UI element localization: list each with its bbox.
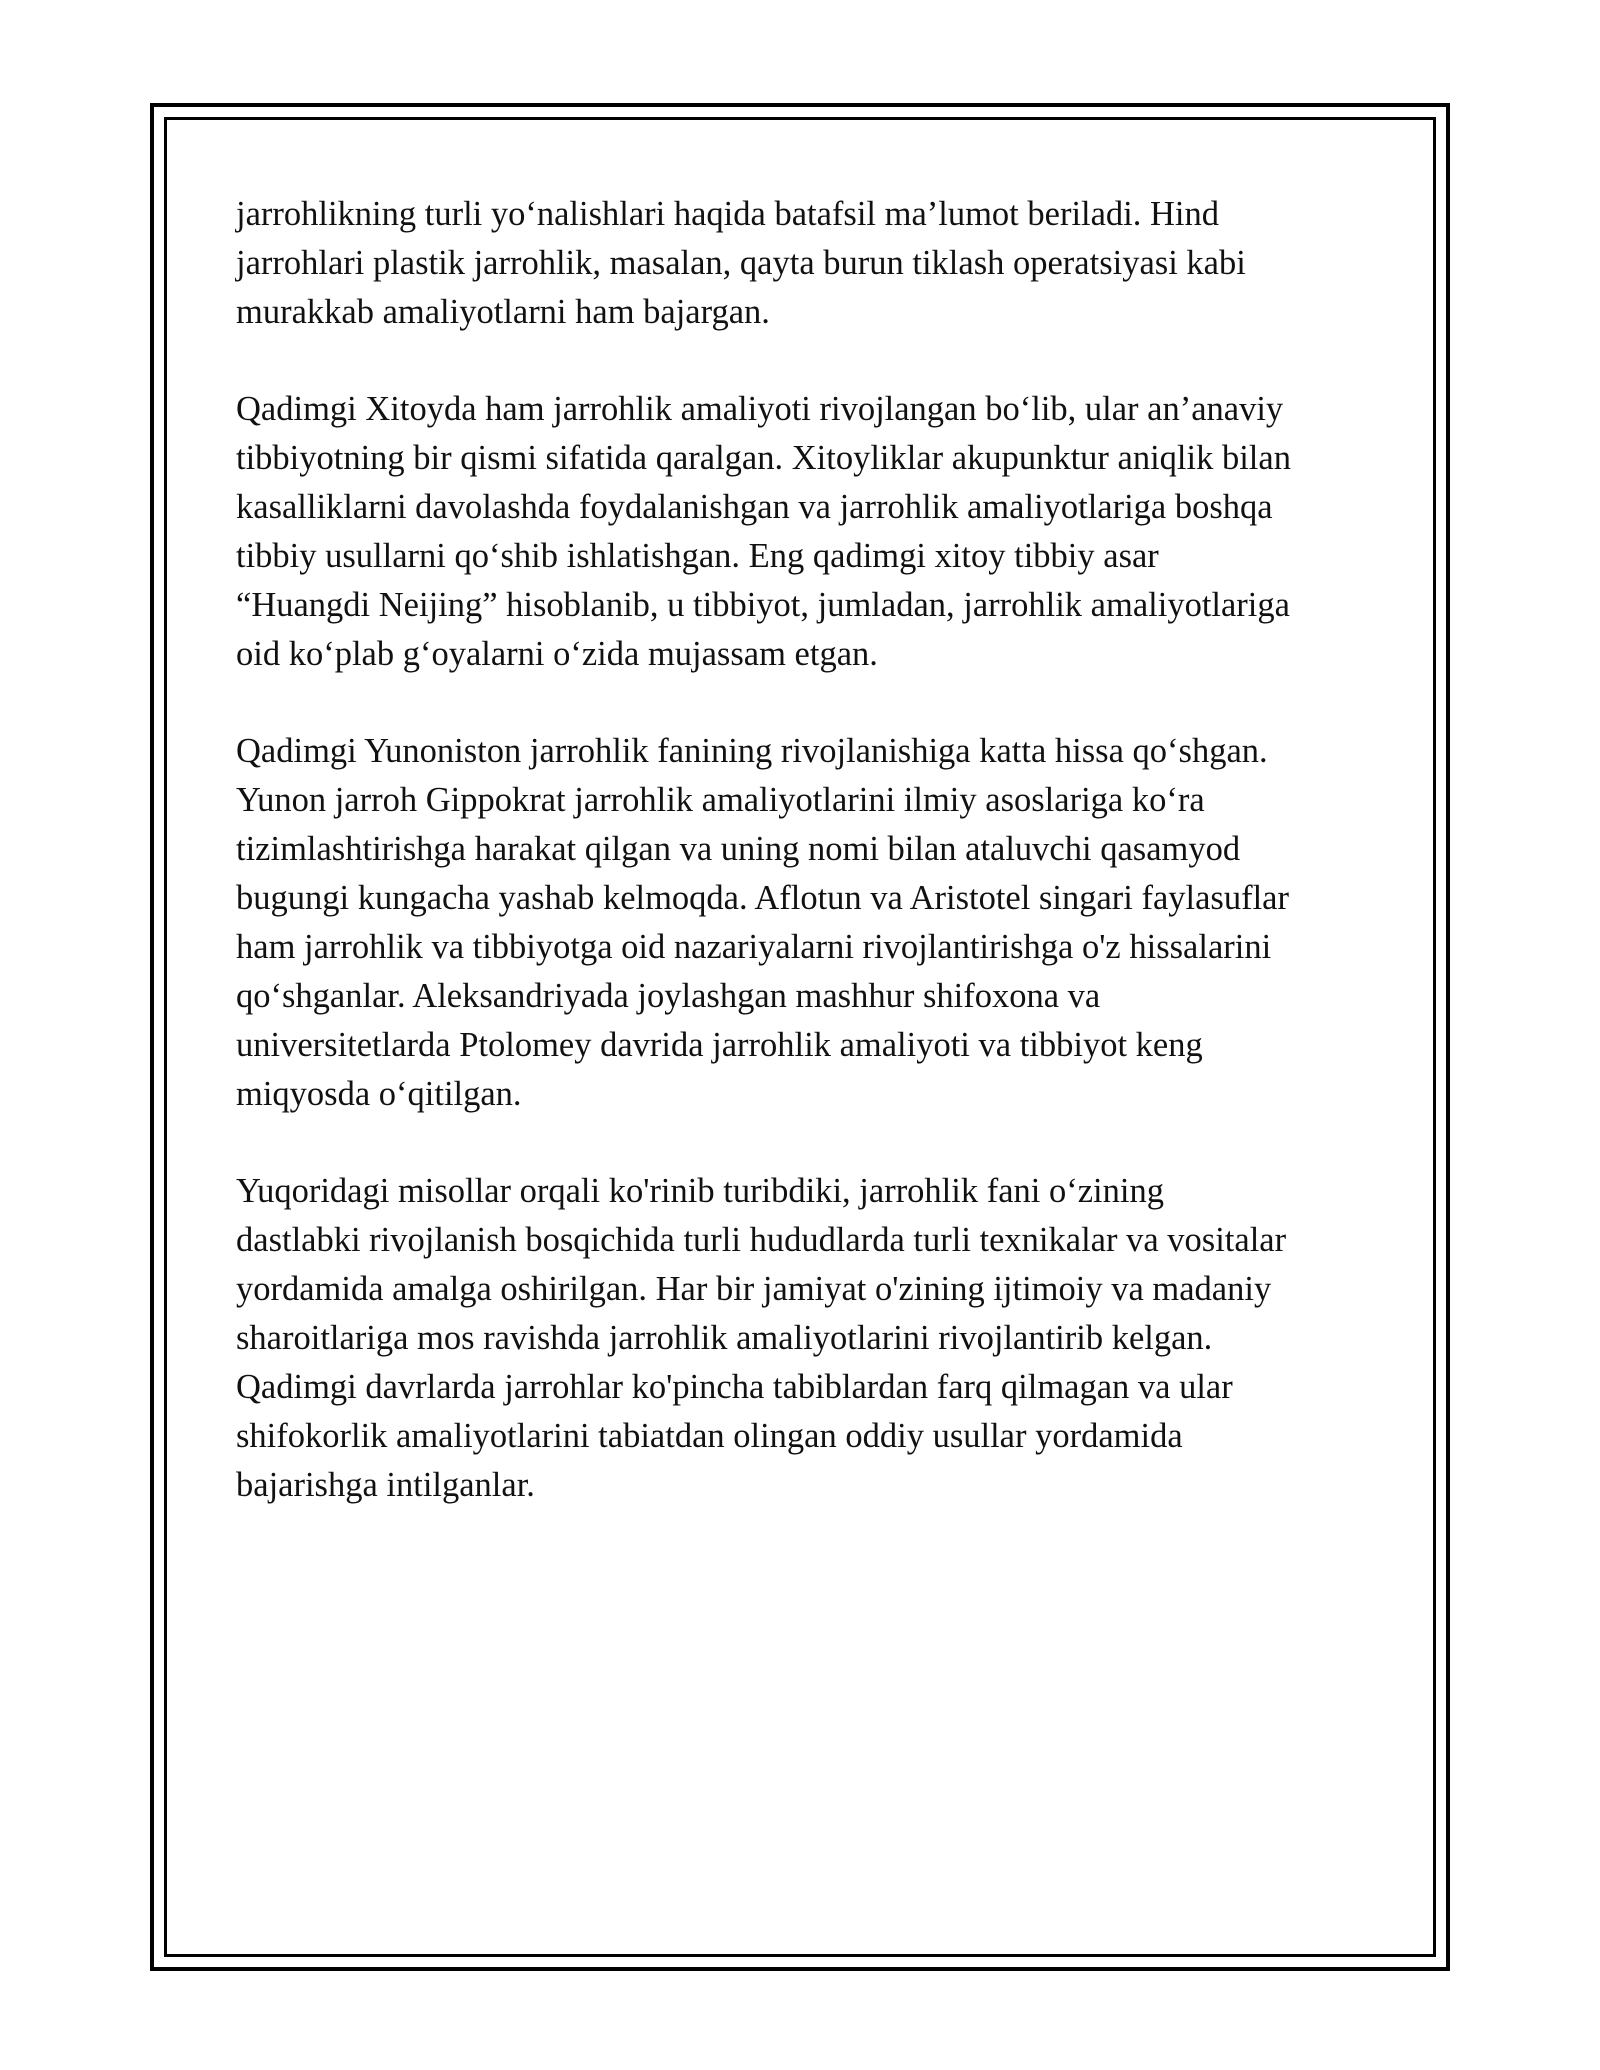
paragraph-ancient-greece: Qadimgi Yunoniston jarrohlik fanining rivojlanishiga katta hissa qo‘shgan. Yunon jarroh Gippokrat jarrohlik amaliyotlarini ilmiy asoslariga ko‘ra tizimlashtirishga harakat qilgan va uning nomi bilan ataluvchi qasamyod bugungi kungacha yashab kelmoqda. Aflotun va Aristotel singari faylasuflar ham jarrohlik va tibbiyotga oid nazariyalarni rivojlantirishga o'z hissalarini qo‘shganlar. Aleksandriyada joylashgan mashhur shifoxona va universitetlarda Ptolomey davrida jarrohlik amaliyoti va tibbiyot keng miqyosda o‘qitilgan. — [236, 732, 1289, 1113]
paragraph-conclusion: Yuqoridagi misollar orqali ko'rinib turibdiki, jarrohlik fani o‘zining dastlabki rivojlanish bosqichida turli hududlarda turli texnikalar va vositalar yordamida amalga oshirilgan. Har bir jamiyat o'zining ijtimoiy va madaniy sharoitlariga mos ravishda jarrohlik amaliyotlarini rivojlantirib kelgan. Qadimgi davrlarda jarrohlar ko'pincha tabiblardan farq qilmagan va ular shifokorlik amaliyotlarini tabiatdan olingan oddiy usullar yordamida bajarishga intilganlar. — [236, 1172, 1287, 1504]
paragraph-ancient-china: Qadimgi Xitoyda ham jarrohlik amaliyoti rivojlangan bo‘lib, ular an’anaviy tibbiyotning bir qismi sifatida qaralgan. Xitoyliklar akupunktur aniqlik bilan kasalliklarni davolashda foydalanishgan va jarrohlik amaliyotlariga boshqa tibbiy usullarni qo‘shib ishlatishgan. Eng qadimgi xitoy tibbiy asar “Huangdi Neijing” hisoblanib, u tibbiyot, jumladan, jarrohlik amaliyotlariga oid ko‘plab g‘oyalarni o‘zida mujassam etgan. — [236, 390, 1291, 673]
paragraph-indian-surgery: jarrohlikning turli yo‘nalishlari haqida batafsil ma’lumot beriladi. Hind jarrohlari plastik jarrohlik, masalan, qayta burun tiklash operatsiyasi kabi murakkab amaliyotlarni ham bajargan. — [236, 195, 1246, 331]
document-body — [236, 190, 1376, 1558]
